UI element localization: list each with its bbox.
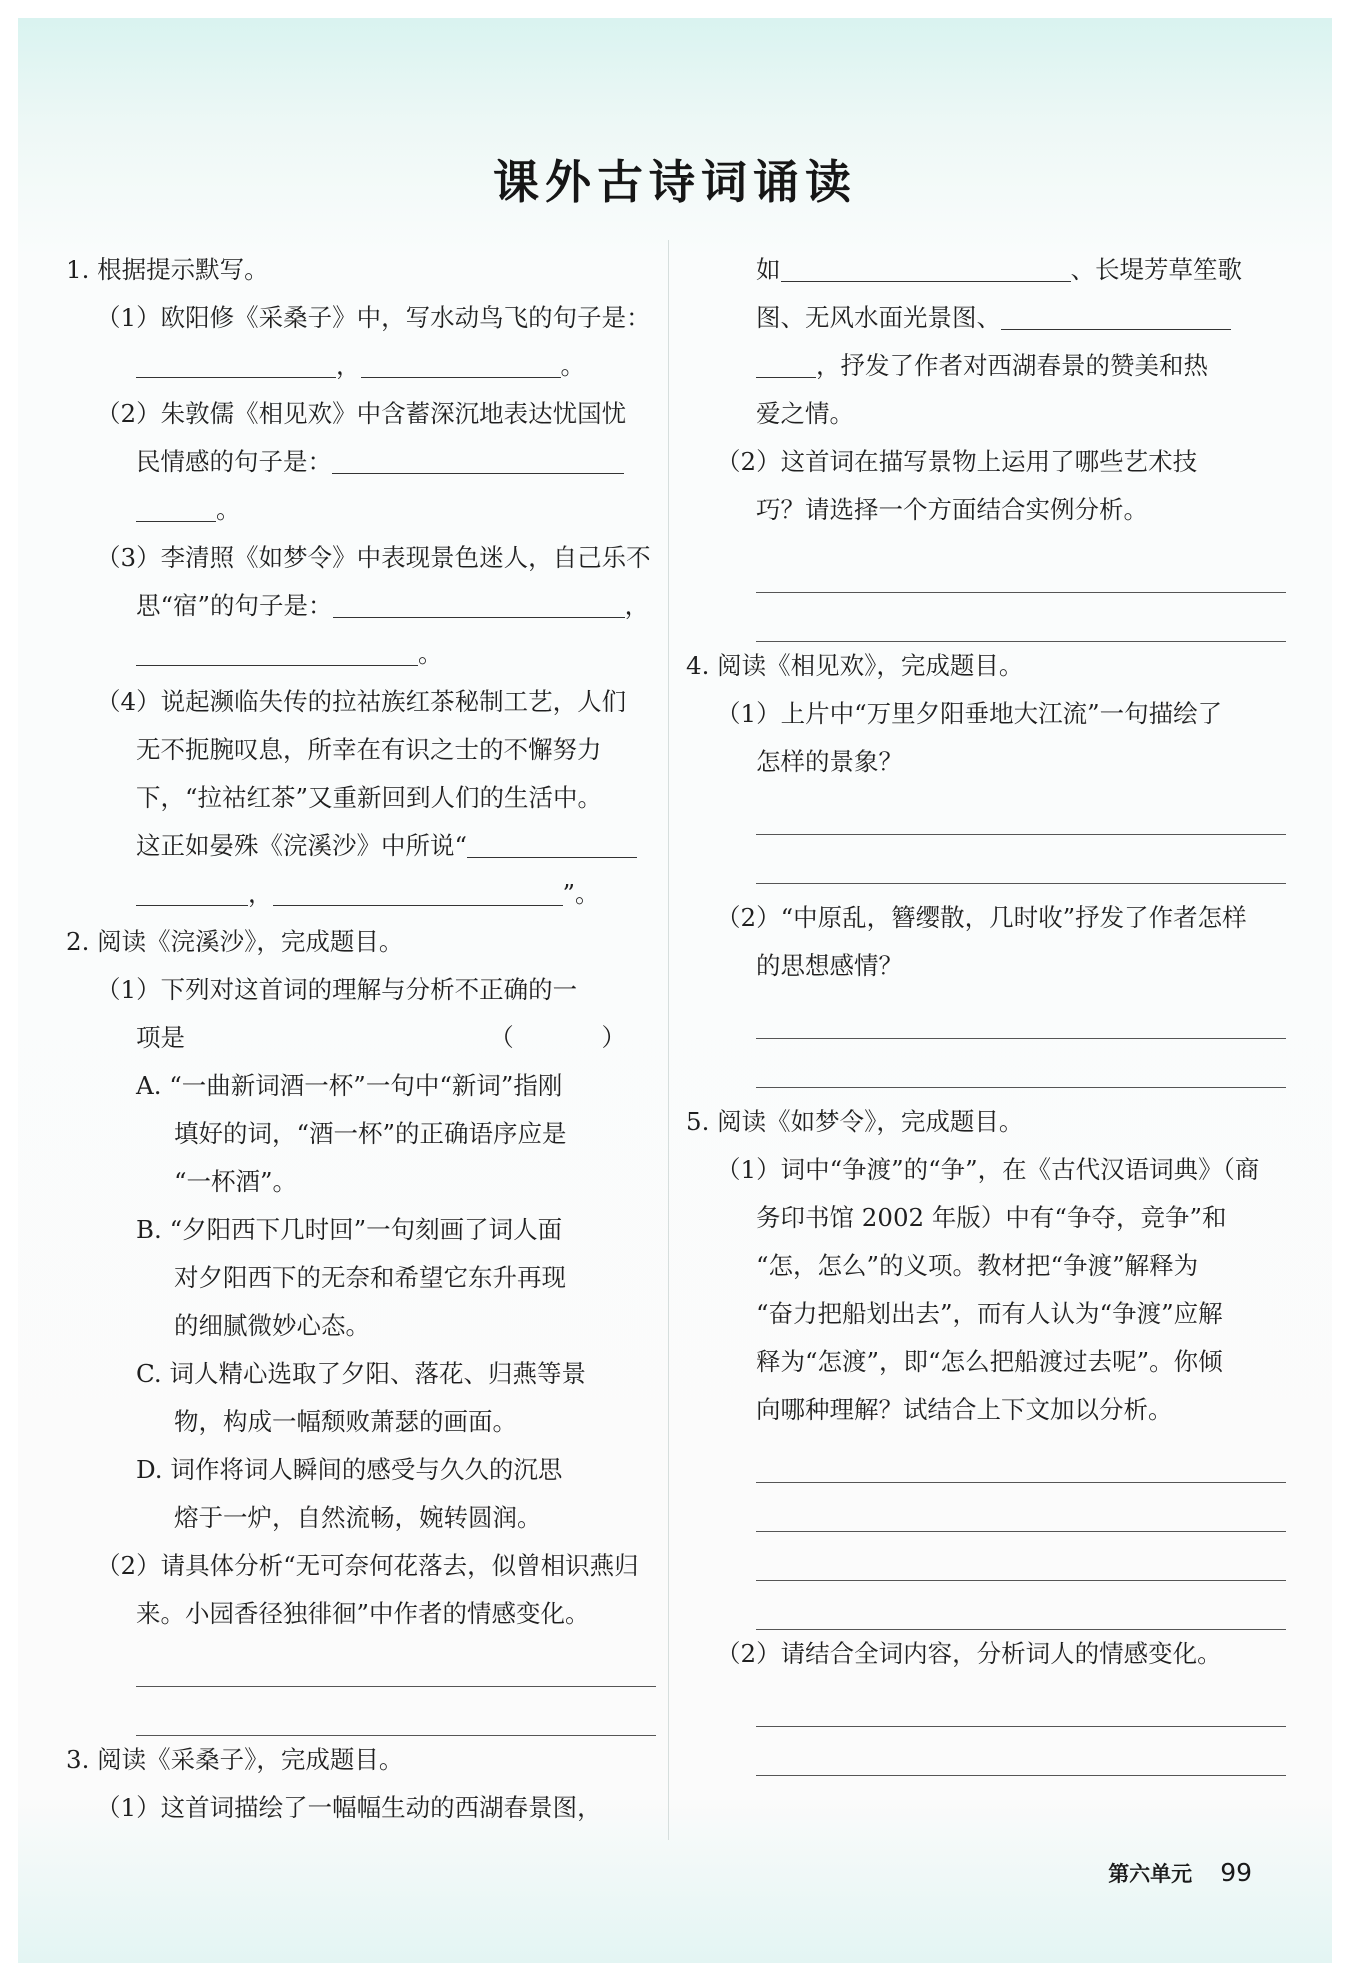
question-text: 图、无风水面光景图、 (756, 303, 1001, 332)
question-3-1-c (686, 294, 1286, 342)
question-4-1-cont: 怎样的景象？ (756, 747, 903, 776)
question-1-2-end (66, 486, 656, 534)
answer-line[interactable] (756, 1483, 1286, 1532)
question-3-2: （2）这首词在描写景物上运用了哪些艺术技 (716, 447, 1198, 476)
question-text: 项是 (136, 1023, 185, 1052)
punct: ， (248, 879, 273, 908)
question-text: ，抒发了作者对西湖春景的赞美和热 (816, 351, 1208, 380)
question-5: 5. 阅读《如梦令》，完成题目。 (686, 1107, 1024, 1136)
option-d-cont: 熔于一炉，自然流畅，婉转圆润。 (174, 1503, 542, 1532)
question-text: 民情感的句子是： (136, 447, 332, 476)
option-a-cont: “一杯酒”。 (174, 1167, 298, 1196)
option-c-cont: 物，构成一幅颓败萧瑟的画面。 (174, 1407, 517, 1436)
punct: ”。 (562, 879, 600, 908)
question-2-2: （2）请具体分析“无可奈何花落去，似曾相识燕归 (96, 1551, 639, 1580)
answer-line[interactable] (756, 1678, 1286, 1727)
answer-line[interactable] (756, 1581, 1286, 1630)
answer-blank[interactable] (273, 875, 563, 906)
page-footer (1108, 1858, 1252, 1888)
column-divider (668, 240, 669, 1840)
question-5-2: （2）请结合全词内容，分析词人的情感变化。 (716, 1639, 1222, 1668)
question-4-2: （2）“中原乱，簪缨散，几时收”抒发了作者怎样 (716, 903, 1247, 932)
question-5-1: （1）词中“争渡”的“争”，在《古代汉语词典》（商 (716, 1155, 1260, 1184)
option-d: D. 词作将词人瞬间的感受与久久的沉思 (136, 1455, 563, 1484)
answer-line[interactable] (756, 593, 1286, 642)
answer-line[interactable] (756, 1039, 1286, 1088)
option-a: A. “一曲新词酒一杯”一句中“新词”指刚 (136, 1071, 563, 1100)
question-1-4-end (66, 870, 656, 918)
question-5-1-b: 务印书馆 2002 年版）中有“争夺，竞争”和 (756, 1203, 1227, 1232)
question-4: 4. 阅读《相见欢》，完成题目。 (686, 651, 1024, 680)
question-1-3: （3）李清照《如梦令》中表现景色迷人，自己乐不 (96, 543, 651, 572)
answer-line[interactable] (756, 990, 1286, 1039)
page-title: 课外古诗词诵读 (493, 155, 857, 209)
page-number: 99 (1220, 1858, 1252, 1887)
question-4-1: （1）上片中“万里夕阳垂地大江流”一句描绘了 (716, 699, 1223, 728)
punct: ， (336, 351, 361, 380)
answer-blank[interactable] (467, 827, 637, 858)
question-1-3-end (66, 630, 656, 678)
question-5-1-f: 向哪种理解？试结合上下文加以分析。 (756, 1395, 1173, 1424)
question-1-4-c: 下，“拉祜红茶”又重新回到人们的生活中。 (136, 783, 603, 812)
question-5-1-e: 释为“怎渡”，即“怎么把船渡过去呢”。你倾 (756, 1347, 1223, 1376)
question-1-4-d (66, 822, 656, 870)
answer-paren[interactable]: （ ） (489, 1023, 666, 1052)
question-3-1-e: 爱之情。 (756, 399, 854, 428)
question-1-4-b: 无不扼腕叹息，所幸在有识之士的不懈努力 (136, 735, 602, 764)
answer-blank[interactable] (136, 491, 216, 522)
question-1-2-cont (66, 438, 656, 486)
answer-line[interactable] (756, 1532, 1286, 1581)
question-3-2-cont: 巧？请选择一个方面结合实例分析。 (756, 495, 1148, 524)
question-1-3-cont (66, 582, 656, 630)
option-b-cont: 的细腻微妙心态。 (174, 1311, 370, 1340)
question-1-1: （1）欧阳修《采桑子》中，写水动鸟飞的句子是： (96, 303, 651, 332)
question-5-1-c: “怎，怎么”的义项。教材把“争渡”解释为 (756, 1251, 1199, 1280)
option-c: C. 词人精心选取了夕阳、落花、归燕等景 (136, 1359, 586, 1388)
question-4-2-cont: 的思想感情？ (756, 951, 903, 980)
answer-line[interactable] (136, 1638, 656, 1687)
option-a-cont: 填好的词，“酒一杯”的正确语序应是 (174, 1119, 567, 1148)
answer-line[interactable] (756, 544, 1286, 593)
answer-blank[interactable] (781, 251, 1071, 282)
question-2-2-cont: 来。小园香径独徘徊”中作者的情感变化。 (136, 1599, 590, 1628)
answer-blank[interactable] (361, 347, 561, 378)
question-2-1-cont (66, 1014, 666, 1062)
question-3-1: （1）这首词描绘了一幅幅生动的西湖春景图， (96, 1793, 602, 1822)
right-column (686, 246, 1286, 1776)
worksheet-page (18, 18, 1332, 1963)
punct: 。 (216, 495, 241, 524)
answer-blank[interactable] (1001, 299, 1231, 330)
left-column (66, 246, 666, 1832)
answer-blank[interactable] (333, 587, 625, 618)
answer-line[interactable] (756, 1434, 1286, 1483)
answer-blank[interactable] (332, 443, 624, 474)
answer-line[interactable] (756, 786, 1286, 835)
answer-blank[interactable] (136, 875, 248, 906)
question-1-2: （2）朱敦儒《相见欢》中含蓄深沉地表达忧国忧 (96, 399, 627, 428)
answer-blank[interactable] (136, 635, 418, 666)
option-b-cont: 对夕阳西下的无奈和希望它东升再现 (174, 1263, 566, 1292)
unit-label: 第六单元 (1108, 1862, 1193, 1886)
option-b: B. “夕阳西下几时回”一句刻画了词人面 (136, 1215, 563, 1244)
answer-line[interactable] (756, 835, 1286, 884)
answer-line[interactable] (136, 1687, 656, 1736)
answer-blank[interactable] (756, 347, 816, 378)
question-text: 、长堤芳草笙歌 (1070, 255, 1242, 284)
question-text: 这正如晏殊《浣溪沙》中所说“ (136, 831, 468, 860)
question-5-1-d: “奋力把船划出去”，而有人认为“争渡”应解 (756, 1299, 1223, 1328)
answer-blank[interactable] (136, 347, 336, 378)
question-1-1-blanks (66, 342, 656, 390)
question-3-1-d (686, 342, 1286, 390)
question-text: 思“宿”的句子是： (136, 591, 333, 620)
question-3: 3. 阅读《采桑子》，完成题目。 (66, 1745, 404, 1774)
punct: ， (624, 591, 650, 620)
question-text: 如 (756, 255, 781, 284)
question-2-1: （1）下列对这首词的理解与分析不正确的一 (96, 975, 578, 1004)
punct: 。 (560, 351, 585, 380)
question-2: 2. 阅读《浣溪沙》，完成题目。 (66, 927, 404, 956)
answer-line[interactable] (756, 1727, 1286, 1776)
punct: 。 (418, 639, 443, 668)
question-1: 1. 根据提示默写。 (66, 255, 269, 284)
question-3-1-b (686, 246, 1286, 294)
question-1-4: （4）说起濒临失传的拉祜族红茶秘制工艺，人们 (96, 687, 627, 716)
